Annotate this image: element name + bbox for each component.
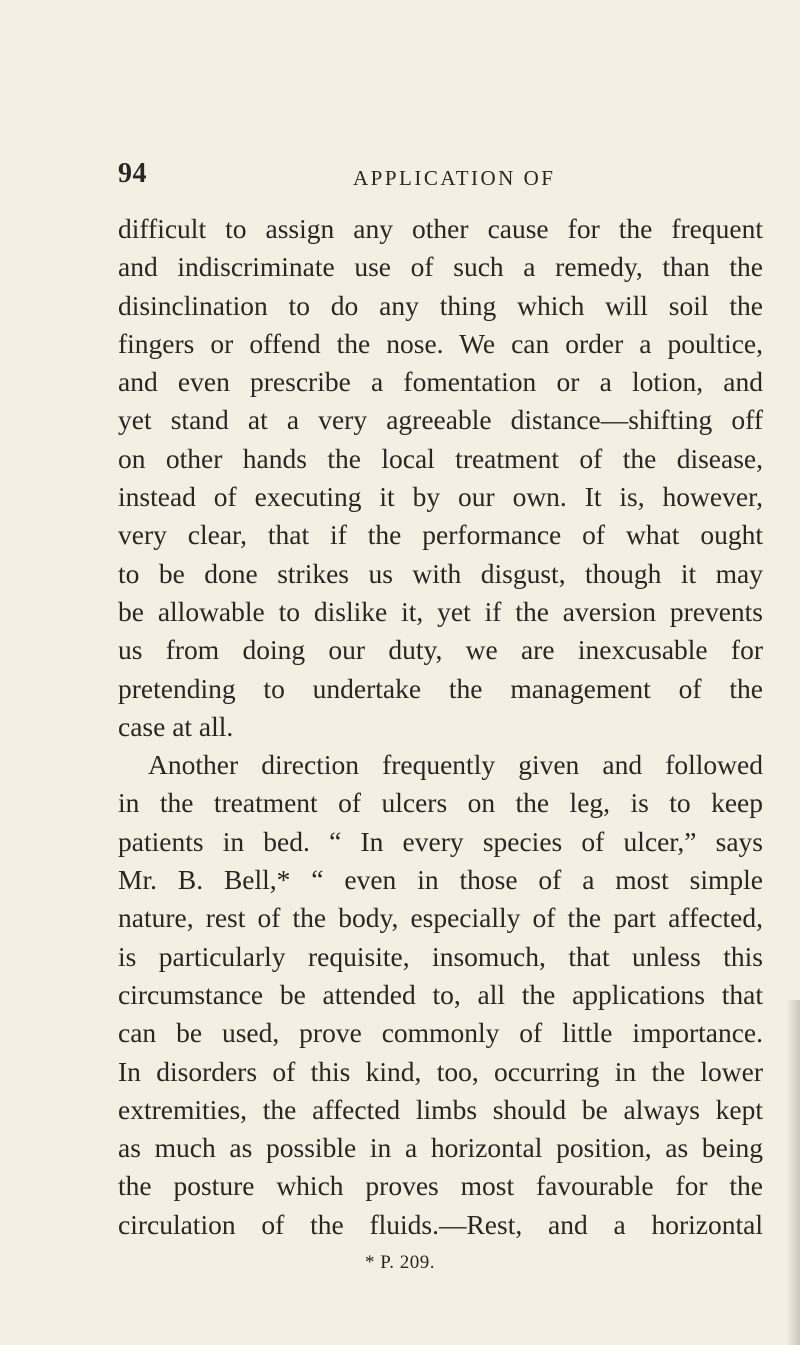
text-line: be allowable to dislike it, yet if the aversion prevents bbox=[118, 595, 763, 627]
text-line: us from doing our duty, we are inexcusable for bbox=[118, 634, 763, 666]
text-line: nature, rest of the body, especially of the part affected, bbox=[118, 902, 763, 934]
text-line: circumstance be attended to, all the applications that bbox=[118, 978, 763, 1010]
text-line: Mr. B. Bell,* “ even in those of a most simple bbox=[118, 864, 763, 896]
text-line: on other hands the local treatment of the disease, bbox=[118, 442, 763, 474]
text-line: and even prescribe a fomentation or a lotion, and bbox=[118, 366, 763, 398]
text-line: In disorders of this kind, too, occurring in the lower bbox=[118, 1055, 763, 1087]
text-line: fingers or offend the nose. We can order a poultice, bbox=[118, 327, 763, 359]
paragraph-first-line: Another direction frequently given and followed bbox=[148, 749, 763, 781]
body-text bbox=[118, 210, 763, 1244]
text-line: pretending to undertake the management of the bbox=[118, 672, 763, 704]
paragraph-end-line: case at all. bbox=[118, 710, 234, 742]
footnote: * P. 209. bbox=[365, 1252, 435, 1273]
text-line: very clear, that if the performance of what ought bbox=[118, 519, 763, 551]
page-number: 94 bbox=[118, 158, 147, 189]
text-line: in the treatment of ulcers on the leg, is to keep bbox=[118, 787, 763, 819]
text-line: is particularly requisite, insomuch, that unless this bbox=[118, 940, 763, 972]
page-edge-shadow bbox=[786, 1000, 800, 1345]
text-line: and indiscriminate use of such a remedy, than the bbox=[118, 251, 763, 283]
text-line: instead of executing it by our own. It is, however, bbox=[118, 481, 763, 513]
text-line: to be done strikes us with disgust, though it may bbox=[118, 557, 763, 589]
text-line: circulation of the fluids.—Rest, and a horizontal bbox=[118, 1208, 763, 1240]
text-line: can be used, prove commonly of little importance. bbox=[118, 1017, 763, 1049]
text-line: extremities, the affected limbs should be always kept bbox=[118, 1093, 763, 1125]
text-line: the posture which proves most favourable for the bbox=[118, 1170, 763, 1202]
text-line: yet stand at a very agreeable distance—shifting off bbox=[118, 404, 763, 436]
page-header bbox=[118, 158, 758, 192]
text-line: disinclination to do any thing which will soil the bbox=[118, 289, 763, 321]
running-head: APPLICATION OF bbox=[353, 166, 556, 190]
text-line: patients in bed. “ In every species of ulcer,” says bbox=[118, 825, 763, 857]
text-line: difficult to assign any other cause for the frequent bbox=[118, 213, 763, 244]
text-line: as much as possible in a horizontal position, as being bbox=[118, 1132, 763, 1164]
